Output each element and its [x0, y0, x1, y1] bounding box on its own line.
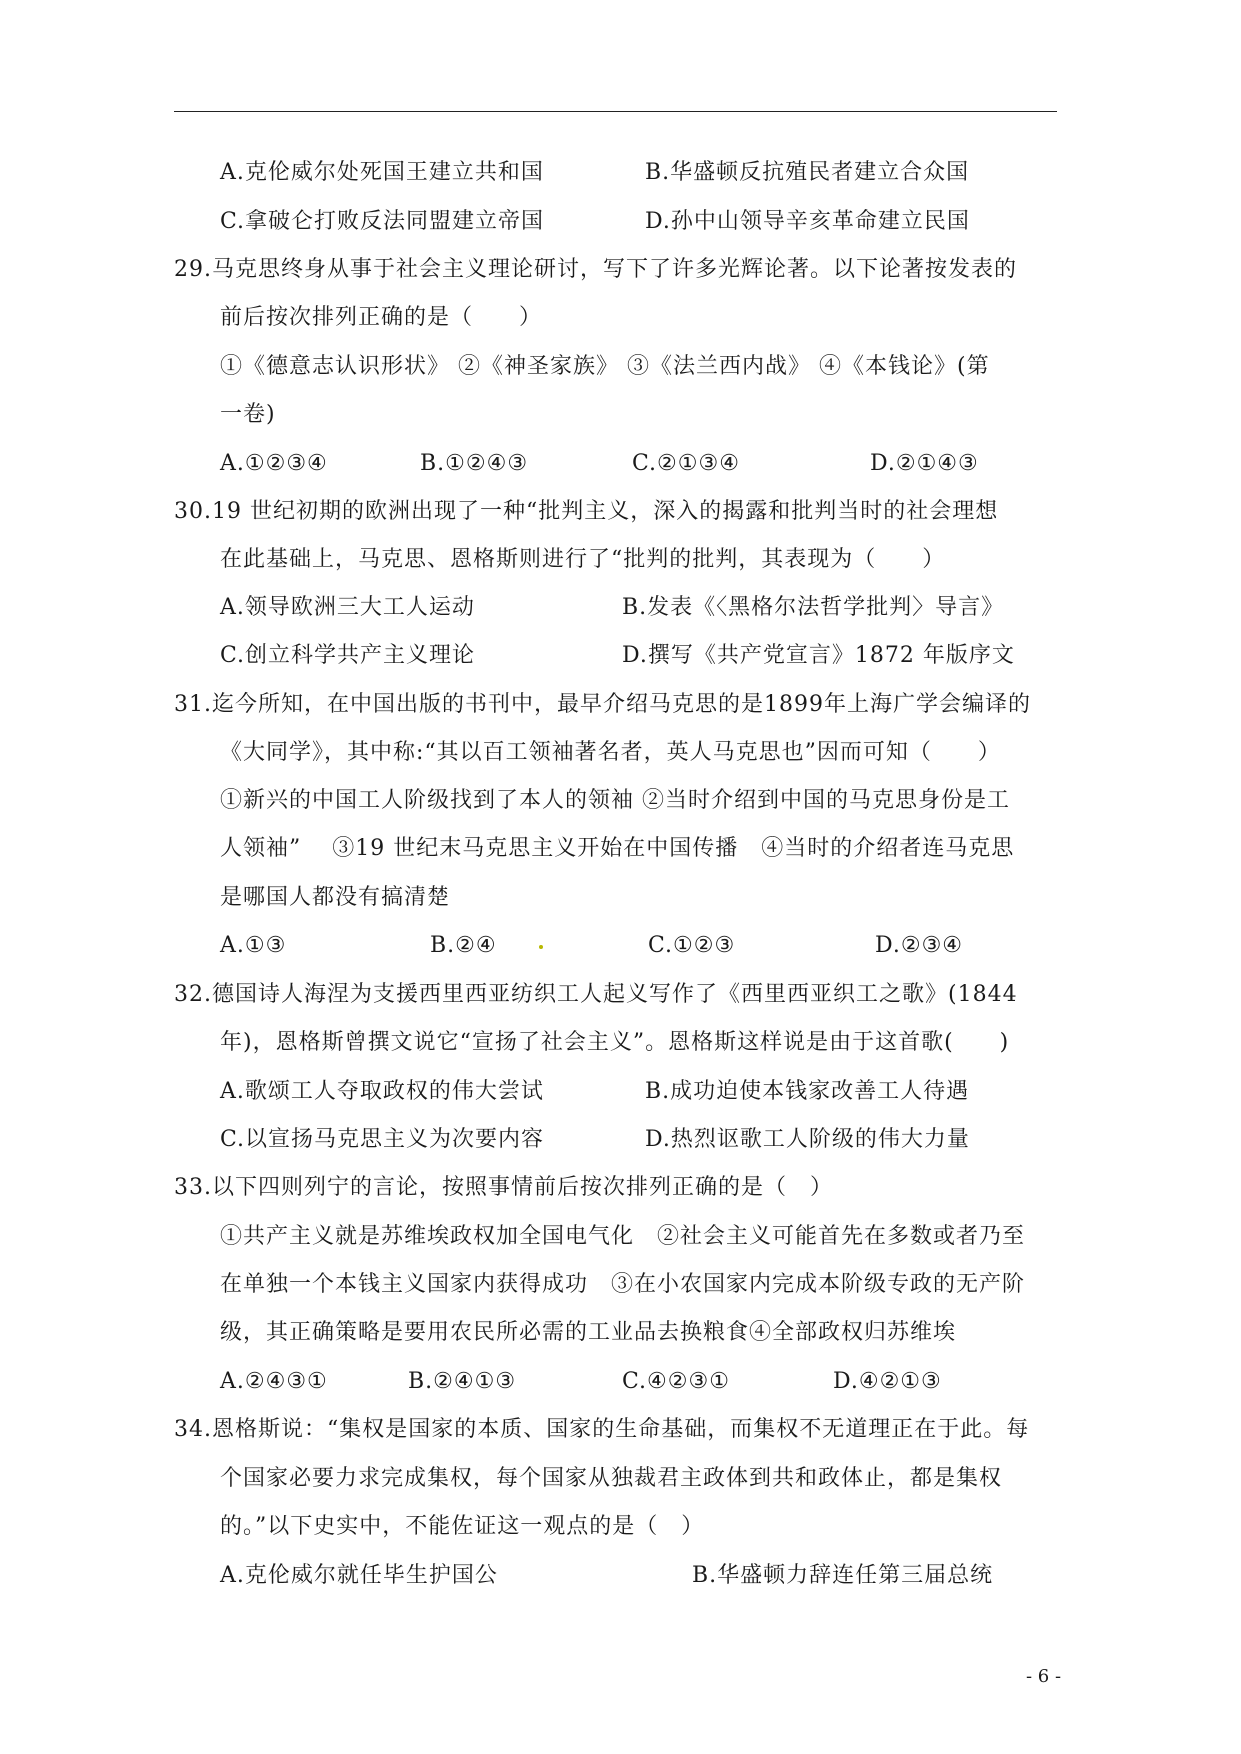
q34-option-a: A.克伦威尔就任毕生护国公 — [220, 1563, 498, 1588]
q31-option-a: A.①③ — [220, 933, 287, 958]
q31-option-d: D.②③④ — [875, 933, 964, 958]
q34-option-b: B.华盛顿力辞连任第三届总统 — [692, 1563, 994, 1588]
q34-stem-line2: 个国家必要力求完成集权，每个国家从独裁君主政体到共和政体止，都是集权 — [220, 1466, 1003, 1491]
q28-option-a: A.克伦威尔处死国王建立共和国 — [220, 160, 544, 185]
q32-option-c: C.以宣扬马克思主义为次要内容 — [220, 1127, 545, 1152]
q31-option-b: B.②④ — [430, 933, 497, 958]
q31-option-c: C.①②③ — [648, 933, 736, 958]
q29-option-c: C.②①③④ — [632, 451, 740, 476]
q33-option-a: A.②④③① — [220, 1369, 328, 1394]
q33-option-b: B.②④①③ — [408, 1369, 517, 1394]
q34-stem-line1: 34.恩格斯说：“集权是国家的本质、国家的生命基础，而集权不无道理正在于此。每 — [174, 1417, 1030, 1442]
q33-items-line3: 级，其正确策略是要用农民所必需的工业品去换粮食④全部政权归苏维埃 — [220, 1320, 957, 1345]
q31-stem-line1: 31.迄今所知，在中国出版的书刊中，最早介绍马克思的是1899年上海广学会编译的 — [174, 692, 1031, 717]
q30-option-a: A.领导欧洲三大工人运动 — [220, 595, 475, 620]
q33-option-c: C.④②③① — [622, 1369, 730, 1394]
q34-stem-line3: 的。”以下史实中，不能佐证这一观点的是（ ） — [220, 1514, 705, 1539]
q30-option-b: B.发表《〈黑格尔法哲学批判〉导言》 — [622, 595, 1005, 620]
stray-mark — [539, 945, 543, 949]
q29-stem-line1: 29.马克思终身从事于社会主义理论研讨，写下了许多光辉论著。以下论著按发表的 — [174, 257, 1017, 282]
q28-option-b: B.华盛顿反抗殖民者建立合众国 — [645, 160, 970, 185]
q31-items-line3: 是哪国人都没有搞清楚 — [220, 885, 451, 910]
page-number: - 6 - — [1026, 1666, 1062, 1687]
q33-items-line2: 在单独一个本钱主义国家内获得成功 ③在小农国家内完成本阶级专政的无产阶 — [220, 1272, 1026, 1297]
q30-option-d: D.撰写《共产党宣言》1872 年版序文 — [622, 643, 1015, 668]
q28-option-d: D.孙中山领导辛亥革命建立民国 — [645, 209, 970, 234]
q32-option-d: D.热烈讴歌工人阶级的伟大力量 — [645, 1127, 970, 1152]
q33-stem-line1: 33.以下四则列宁的言论，按照事情前后按次排列正确的是（ ） — [174, 1175, 833, 1200]
q29-items-line1: ①《德意志认识形状》 ②《神圣家族》 ③《法兰西内战》 ④《本钱论》(第 — [220, 354, 990, 379]
q33-items-line1: ①共产主义就是苏维埃政权加全国电气化 ②社会主义可能首先在多数或者乃至 — [220, 1224, 1026, 1249]
q31-items-line2: 人领袖” ③19 世纪末马克思主义开始在中国传播 ④当时的介绍者连马克思 — [220, 836, 1015, 861]
q30-option-c: C.创立科学共产主义理论 — [220, 643, 476, 668]
q32-stem-line1: 32.德国诗人海涅为支援西里西亚纺织工人起义写作了《西里西亚织工之歌》(1844 — [174, 982, 1018, 1007]
q29-option-d: D.②①④③ — [870, 451, 979, 476]
q29-option-a: A.①②③④ — [220, 451, 328, 476]
q29-items-line2: 一卷) — [220, 402, 276, 427]
q30-stem-line2: 在此基础上，马克思、恩格斯则进行了“批判的批判，其表现为（ ） — [220, 547, 946, 572]
q32-option-b: B.成功迫使本钱家改善工人待遇 — [645, 1079, 970, 1104]
q31-stem-line2: 《大同学》，其中称:“其以百工领袖著名者，英人马克思也”因而可知（ ） — [220, 740, 1001, 765]
q29-stem-line2: 前后按次排列正确的是（ ） — [220, 305, 543, 330]
q30-stem-line1: 30.19 世纪初期的欧洲出现了一种“批判主义，深入的揭露和批判当时的社会理想 — [174, 499, 999, 524]
q32-stem-line2: 年)，恩格斯曾撰文说它“宣扬了社会主义”。恩格斯这样说是由于这首歌( ) — [220, 1030, 1010, 1055]
q29-option-b: B.①②④③ — [420, 451, 529, 476]
q32-option-a: A.歌颂工人夺取政权的伟大尝试 — [220, 1079, 544, 1104]
q31-items-line1: ①新兴的中国工人阶级找到了本人的领袖 ②当时介绍到中国的马克思身份是工 — [220, 788, 1010, 813]
q28-option-c: C.拿破仑打败反法同盟建立帝国 — [220, 209, 545, 234]
header-rule — [174, 111, 1057, 112]
q33-option-d: D.④②①③ — [833, 1369, 942, 1394]
